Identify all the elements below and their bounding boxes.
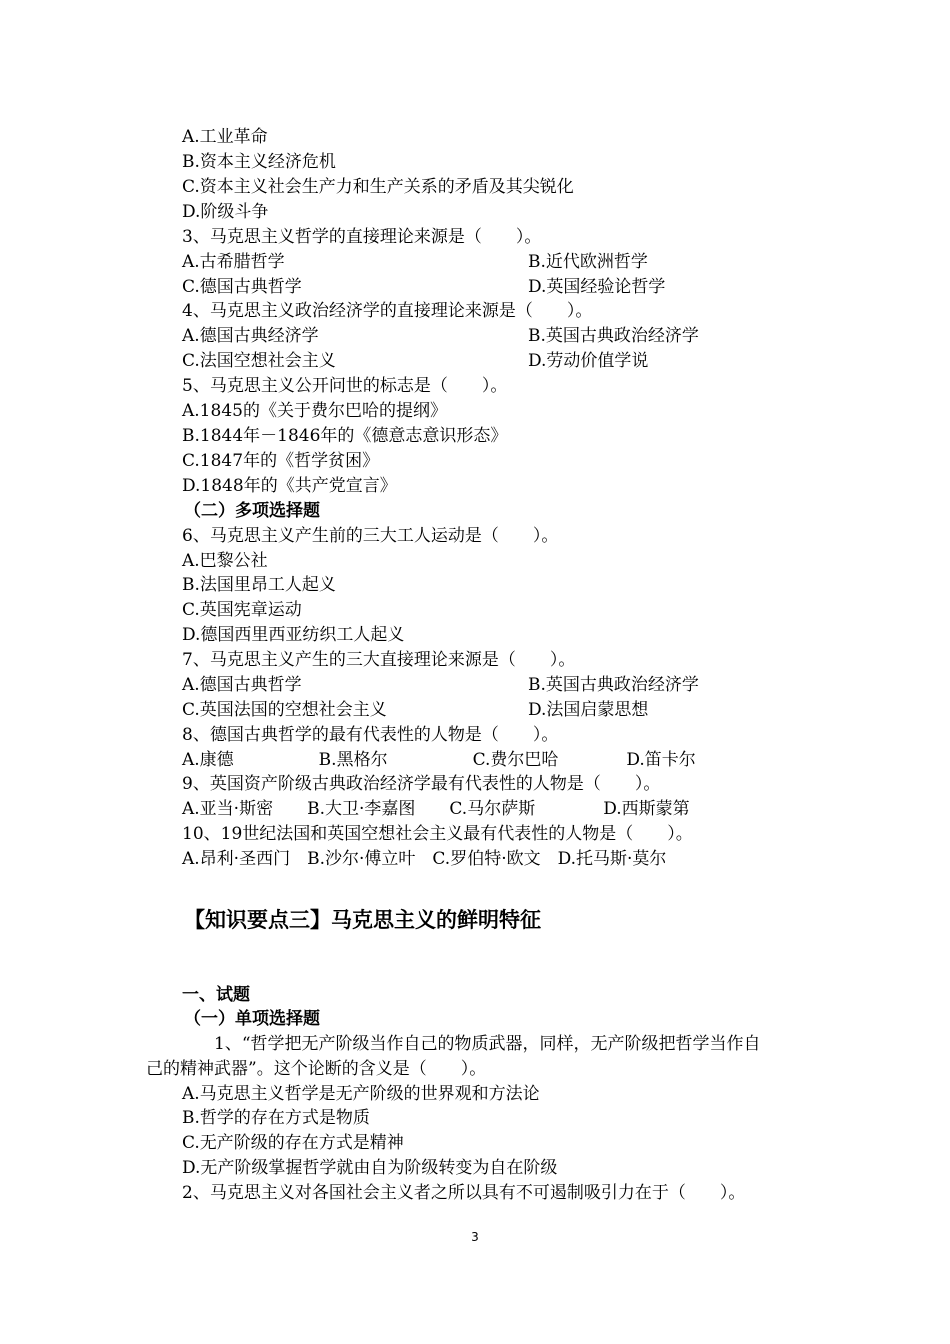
option-text: A.巴黎公社: [182, 551, 268, 571]
option-text: A.马克思主义哲学是无产阶级的世界观和方法论: [182, 1084, 540, 1104]
option-row: A.昂利·圣西门 B.沙尔·傅立叶 C.罗伯特·欧文 D.托马斯·莫尔: [182, 849, 667, 869]
question-9: 9、英国资产阶级古典政治经济学最有代表性的人物是（ ）。: [182, 774, 661, 794]
option-text: C.无产阶级的存在方式是精神: [182, 1133, 404, 1153]
option-text: B.哲学的存在方式是物质: [182, 1108, 370, 1128]
option-text: B.英国古典政治经济学: [528, 675, 699, 695]
section-heading: （二）多项选择题: [184, 501, 320, 521]
page-number: 3: [471, 1230, 479, 1244]
option-text: A.1845的《关于费尔巴哈的提纲》: [182, 401, 447, 421]
question-4: 4、马克思主义政治经济学的直接理论来源是（ ）。: [182, 301, 593, 321]
option-text: C.英国宪章运动: [182, 600, 302, 620]
option-text: B.英国古典政治经济学: [528, 326, 699, 346]
question-1-line-2: 己的精神武器”。这个论断的含义是（ ）。: [146, 1059, 487, 1079]
option-text: D.法国启蒙思想: [528, 700, 649, 720]
option-text: C.法国空想社会主义: [182, 351, 336, 371]
question-2: 2、马克思主义对各国社会主义者之所以具有不可遏制吸引力在于（ ）。: [182, 1183, 746, 1203]
option-row: A.康德 B.黑格尔 C.费尔巴哈 D.笛卡尔: [182, 750, 696, 770]
question-5: 5、马克思主义公开问世的标志是（ ）。: [182, 376, 508, 396]
option-text: D.阶级斗争: [182, 202, 269, 222]
option-text: B.近代欧洲哲学: [528, 252, 648, 272]
question-8: 8、德国古典哲学的最有代表性的人物是（ ）。: [182, 725, 559, 745]
option-text: D.德国西里西亚纺织工人起义: [182, 625, 405, 645]
option-text: A.工业革命: [182, 127, 268, 147]
section-heading: （一）单项选择题: [184, 1009, 320, 1029]
question-3: 3、马克思主义哲学的直接理论来源是（ ）。: [182, 227, 542, 247]
question-10: 10、19世纪法国和英国空想社会主义最有代表性的人物是（ ）。: [182, 824, 693, 844]
option-text: A.古希腊哲学: [182, 252, 285, 272]
option-text: C.英国法国的空想社会主义: [182, 700, 387, 720]
option-text: D.英国经验论哲学: [528, 277, 666, 297]
option-text: A.德国古典哲学: [182, 675, 302, 695]
question-1-line-1: 1、“哲学把无产阶级当作自己的物质武器，同样，无产阶级把哲学当作自: [214, 1034, 761, 1054]
question-6: 6、马克思主义产生前的三大工人运动是（ ）。: [182, 526, 559, 546]
option-text: B.1844年－1846年的《德意志意识形态》: [182, 426, 508, 446]
option-text: B.法国里昂工人起义: [182, 575, 336, 595]
question-7: 7、马克思主义产生的三大直接理论来源是（ ）。: [182, 650, 576, 670]
part-heading: 一、试题: [182, 985, 250, 1005]
option-text: C.1847年的《哲学贫困》: [182, 451, 380, 471]
option-text: D.无产阶级掌握哲学就由自为阶级转变为自在阶级: [182, 1158, 558, 1178]
option-row: A.亚当·斯密 B.大卫·李嘉图 C.马尔萨斯 D.西斯蒙第: [182, 799, 690, 819]
option-text: A.德国古典经济学: [182, 326, 319, 346]
option-text: D.劳动价值学说: [528, 351, 649, 371]
option-text: C.德国古典哲学: [182, 277, 302, 297]
option-text: D.1848年的《共产党宣言》: [182, 476, 397, 496]
option-text: B.资本主义经济危机: [182, 152, 336, 172]
option-text: C.资本主义社会生产力和生产关系的矛盾及其尖锐化: [182, 177, 574, 197]
knowledge-point-heading: 【知识要点三】马克思主义的鲜明特征: [184, 908, 541, 932]
